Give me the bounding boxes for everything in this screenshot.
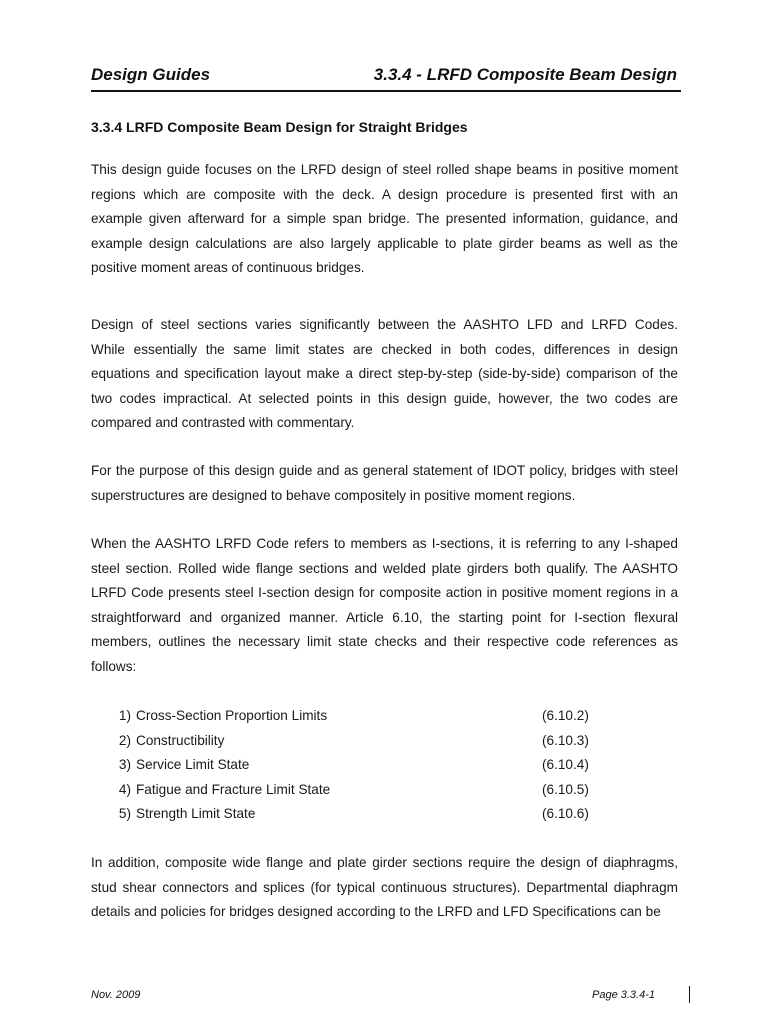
list-item-number: 4): [118, 781, 131, 797]
limit-state-list: [111, 704, 611, 827]
paragraph-line: follows:: [91, 658, 137, 674]
list-item-number: 1): [118, 708, 131, 723]
paragraph-line: compared and contrasted with commentary.: [91, 415, 355, 431]
paragraph-line: straightforward and organized manner. Article 6.10, the starting point for I-section flexural: [91, 609, 678, 625]
list-item-number: 3): [118, 757, 131, 773]
paragraph-line: LRFD Code presents steel I-section design for composite action in positive moment regions in a: [91, 585, 678, 601]
paragraph-line: For the purpose of this design guide and as general statement of IDOT policy, bridges with steel: [91, 463, 678, 478]
section-heading: 3.3.4 LRFD Composite Beam Design for Straight Bridges: [91, 119, 468, 135]
paragraph-intro: [91, 158, 678, 281]
paragraph-line: regions which are composite with the deck. A design procedure is presented first with an: [91, 186, 678, 202]
footer-page-number: Page 3.3.4-1: [592, 989, 655, 1001]
list-item-label: Strength Limit State: [136, 806, 256, 822]
list-item-label: Fatigue and Fracture Limit State: [136, 781, 331, 797]
paragraph-line: This design guide focuses on the LRFD design of steel rolled shape beams in positive moment: [91, 162, 678, 177]
paragraph-line: members, outlines the necessary limit state checks and their respective code references as: [91, 634, 678, 650]
list-item-number: 2): [118, 732, 131, 748]
list-item-reference: (6.10.6): [542, 806, 589, 822]
paragraph-line: In addition, composite wide flange and plate girder sections require the design of diaphragms,: [91, 855, 678, 870]
list-item: [111, 704, 611, 729]
paragraph-line: steel section. Rolled wide flange sections and welded plate girders both qualify. The AASHTO: [91, 560, 678, 576]
list-item-reference: (6.10.4): [542, 757, 589, 773]
list-item: [111, 778, 611, 803]
paragraph-line: When the AASHTO LRFD Code refers to members as I-sections, it is referring to any I-shaped: [91, 536, 678, 551]
paragraph-line: details and policies for bridges designed according to the LRFD and LFD Specifications can be: [91, 904, 661, 920]
page-edge-rule: [689, 986, 690, 1003]
list-item-reference: (6.10.5): [542, 781, 589, 797]
list-item: [111, 729, 611, 754]
page-header: [91, 64, 681, 92]
list-item: [111, 753, 611, 778]
paragraph-line: example given afterward for a simple span bridge. The presented information, guidance, and: [91, 211, 678, 227]
paragraph-line: equations and specification layout make a direct step-by-step (side-by-side) comparison of the: [91, 366, 678, 382]
paragraph-line: two codes impractical. At selected points in this design guide, however, the two codes are: [91, 390, 678, 406]
paragraph-line: Design of steel sections varies significantly between the AASHTO LFD and LRFD Codes.: [91, 317, 678, 332]
list-item-reference: (6.10.2): [542, 708, 589, 723]
list-item: [111, 802, 611, 827]
list-item-reference: (6.10.3): [542, 732, 589, 748]
paragraph-line: example design calculations are also largely applicable to plate girder beams as well as the: [91, 235, 678, 251]
paragraph-idot-policy: [91, 459, 678, 508]
paragraph-line: While essentially the same limit states are checked in both codes, differences in design: [91, 341, 678, 357]
paragraph-i-sections: [91, 532, 678, 680]
paragraph-line: superstructures are designed to behave compositely in positive moment regions.: [91, 487, 576, 503]
paragraph-line: stud shear connectors and splices (for typical continuous structures). Departmental diaphragm: [91, 879, 678, 895]
list-item-label: Cross-Section Proportion Limits: [136, 708, 328, 723]
paragraph-line: positive moment areas of continuous bridges.: [91, 260, 365, 276]
list-item-label: Service Limit State: [136, 757, 250, 773]
paragraph-code-comparison: [91, 313, 678, 436]
list-item-label: Constructibility: [136, 732, 225, 748]
header-section-title: 3.3.4 - LRFD Composite Beam Design: [373, 65, 677, 84]
footer-date: Nov. 2009: [91, 989, 141, 1001]
paragraph-diaphragms: [91, 851, 678, 925]
header-guide-title: Design Guides: [91, 65, 211, 84]
list-item-number: 5): [118, 806, 131, 822]
